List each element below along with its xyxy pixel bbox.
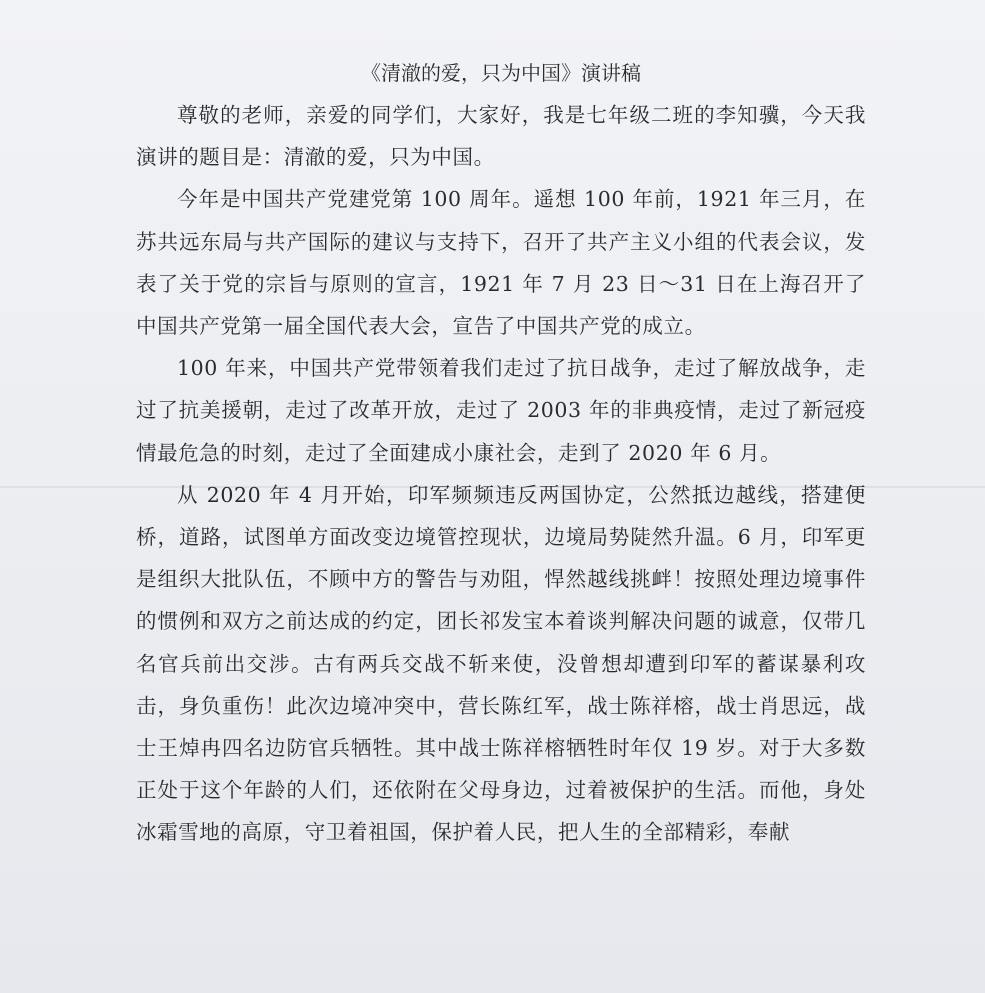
paragraph-party-history: 今年是中国共产党建党第 100 周年。遥想 100 年前，1921 年三月，在苏共远东局与共产国际的建议与支持下，召开了共产主义小组的代表会议，发表了关于党的宗旨与原则的宣言，1921 年 7 月 23 日～31 日在上海召开了中国共产党第一届全国代表大会，宣告了中国共产党的成立。 xyxy=(136,187,866,339)
speech-document xyxy=(136,52,866,854)
paragraph-hundred-years: 100 年来，中国共产党带领着我们走过了抗日战争，走过了解放战争，走过了抗美援朝，走过了改革开放，走过了 2003 年的非典疫情，走过了新冠疫情最危急的时刻，走过了全面建成小康社会，走到了 2020 年 6 月。 xyxy=(136,356,866,465)
paragraph-greeting: 尊敬的老师，亲爱的同学们，大家好，我是七年级二班的李知骥，今天我演讲的题目是：清澈的爱，只为中国。 xyxy=(136,103,866,170)
paragraph-border-conflict: 从 2020 年 4 月开始，印军频频违反两国协定，公然抵边越线，搭建便桥，道路，试图单方面改变边境管控现状，边境局势陡然升温。6 月，印军更是组织大批队伍，不顾中方的警告与劝阻，悍然越线挑衅！按照处理边境事件的惯例和双方之前达成的约定，团长祁发宝本着谈判解决问题的诚意，仅带几名官兵前出交涉。古有两兵交战不斩来使，没曾想却遭到印军的蓄谋暴利攻击，身负重伤！此次边境冲突中，营长陈红军，战士陈祥榕，战士肖思远，战士王焯冉四名边防官兵牺牲。其中战士陈祥榕牺牲时年仅 19 岁。对于大多数正处于这个年龄的人们，还依附在父母身边，过着被保护的生活。而他，身处冰霜雪地的高原，守卫着祖国，保护着人民，把人生的全部精彩，奉献 xyxy=(136,482,866,845)
document-title: 《清澈的爱，只为中国》演讲稿 xyxy=(361,61,641,85)
